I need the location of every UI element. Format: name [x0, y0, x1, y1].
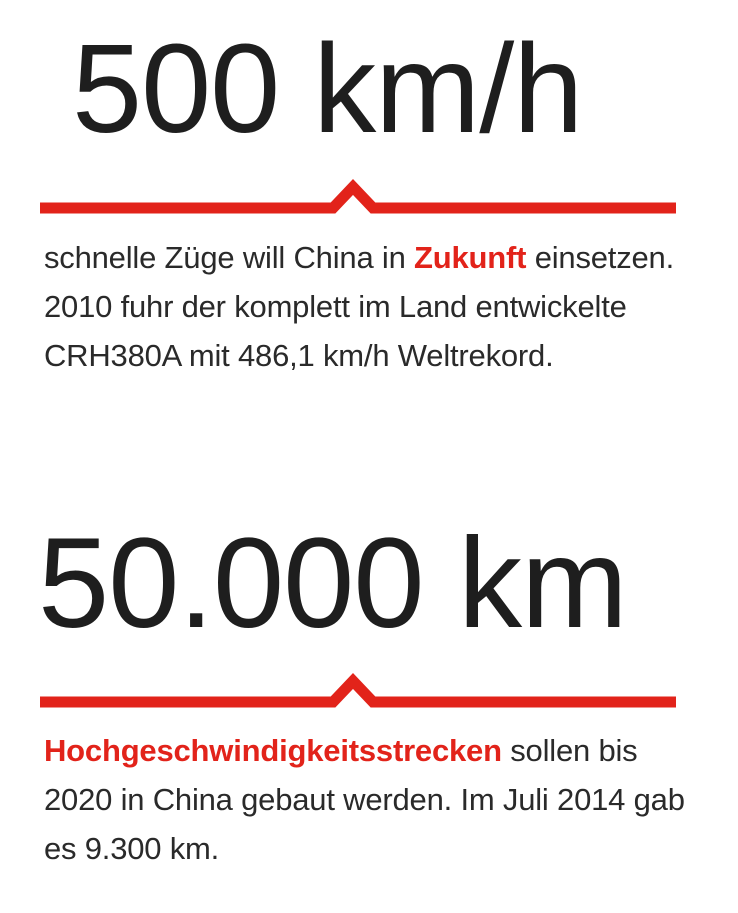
headline-speed: 500 km/h — [72, 18, 583, 159]
paragraph-speed — [44, 233, 704, 380]
divider-line-1 — [0, 170, 738, 220]
paragraph-speed-text-after: einsetzen. 2010 fuhr der komplett im Land entwickelte CRH380A mit 486,1 km/h Weltrekord. — [44, 240, 675, 373]
paragraph-speed-text-before: schnelle Züge will China in — [44, 240, 415, 275]
highlight-hochgeschwindigkeitsstrecken: Hochgeschwindigkeitsstrecken — [44, 733, 502, 768]
headline-distance: 50.000 km — [38, 512, 627, 655]
highlight-zukunft: Zukunft — [414, 240, 527, 275]
divider-peak-2 — [40, 681, 676, 702]
paragraph-distance — [44, 726, 704, 873]
divider-line-2 — [0, 664, 738, 714]
divider-peak-1 — [40, 187, 676, 208]
paragraph-distance-text-after: sollen bis 2020 in China gebaut werden. Im Juli 2014 gab es 9.300 km. — [44, 733, 685, 866]
